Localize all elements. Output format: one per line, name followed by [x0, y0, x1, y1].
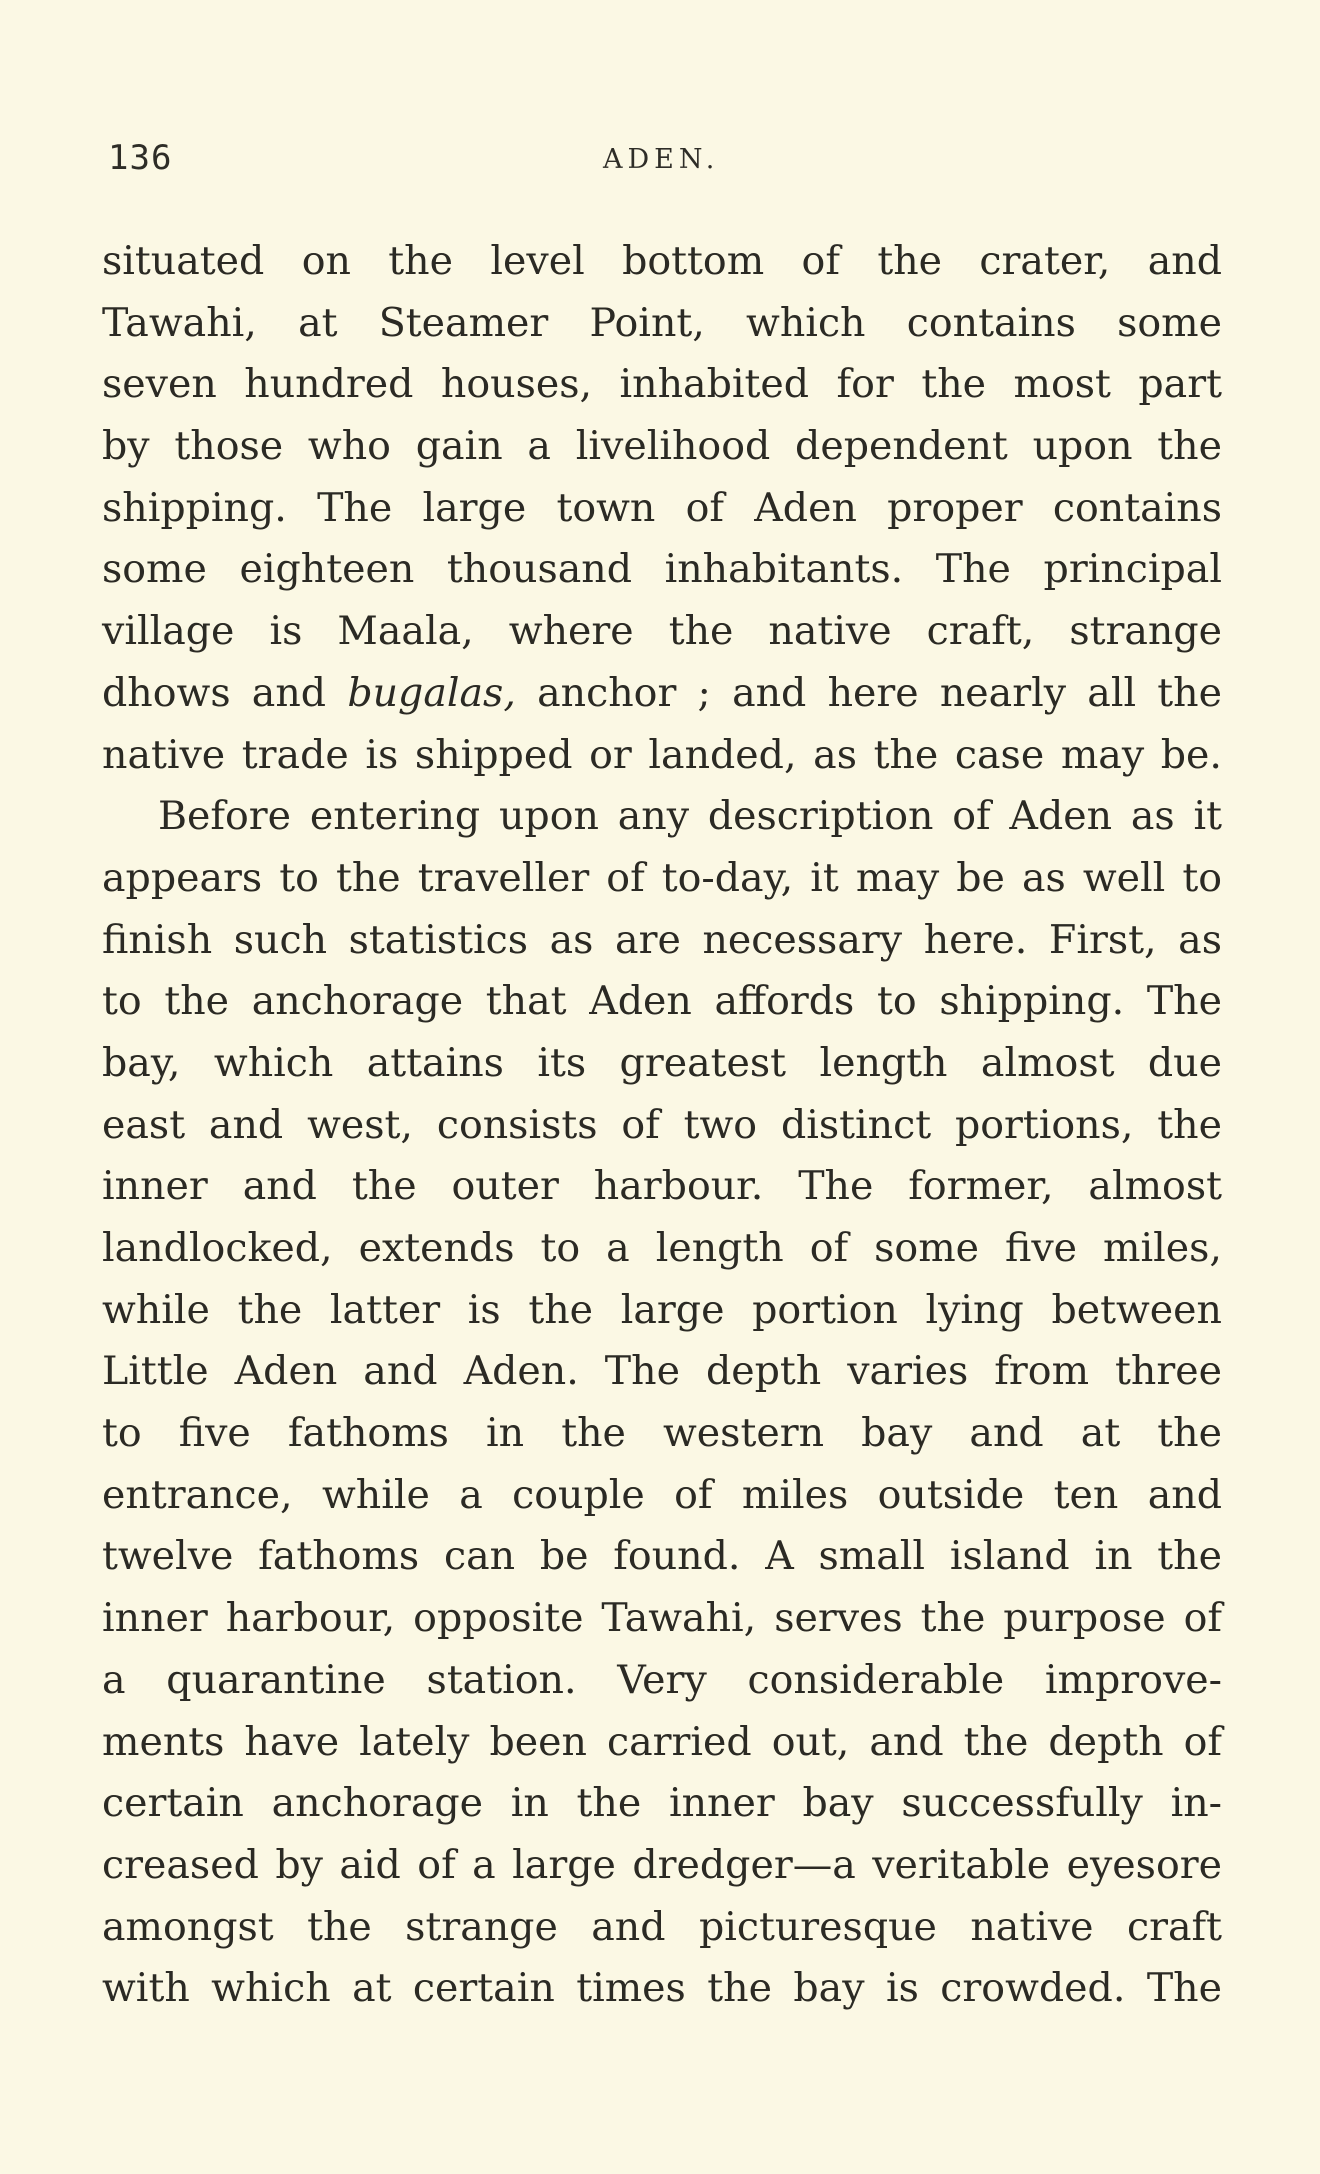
text-line: certain anchorage in the inner bay successfully in- — [102, 1780, 1222, 1827]
text-line: to the anchorage that Aden affords to shipping. The — [102, 978, 1222, 1025]
text-line: Little Aden and Aden. The depth varies from three — [102, 1348, 1222, 1395]
text-segment: dhows and — [102, 669, 348, 716]
text-line: seven hundred houses, inhabited for the most part — [102, 361, 1222, 408]
text-line: ments have lately been carried out, and the depth of — [102, 1718, 1222, 1765]
text-line: a quarantine station. Very considerable improve- — [102, 1656, 1222, 1703]
text-line: village is Maala, where the native craft, strange — [102, 608, 1222, 655]
text-line: shipping. The large town of Aden proper contains — [102, 484, 1222, 531]
italic-term: bugalas, — [347, 669, 516, 716]
text-line: entrance, while a couple of miles outside ten and — [102, 1471, 1222, 1518]
text-line: appears to the traveller of to-day, it may be as well to — [102, 854, 1222, 901]
text-line: while the latter is the large portion lying between — [102, 1286, 1222, 1333]
text-line: landlocked, extends to a length of some five miles, — [102, 1225, 1222, 1271]
text-line: by those who gain a livelihood dependent upon the — [102, 423, 1222, 470]
text-line: some eighteen thousand inhabitants. The principal — [102, 546, 1222, 593]
text-line: bay, which attains its greatest length almost due — [102, 1039, 1222, 1086]
text-line: situated on the level bottom of the crater, and — [102, 238, 1222, 284]
running-head: ADEN. — [603, 144, 720, 175]
text-line: inner and the outer harbour. The former, almost — [102, 1163, 1222, 1210]
text-line: amongst the strange and picturesque native craft — [102, 1903, 1222, 1950]
text-line: twelve fathoms can be found. A small island in the — [102, 1533, 1222, 1580]
text-line: native trade is shipped or landed, as the case may be. — [102, 731, 1222, 778]
body-text — [102, 231, 1222, 2020]
text-line: with which at certain times the bay is crowded. The — [102, 1965, 1222, 2012]
text-line: east and west, consists of two distinct portions, the — [102, 1101, 1222, 1148]
paragraph-start-line: Before entering upon any description of Aden as it — [158, 793, 1222, 840]
text-line: inner harbour, opposite Tawahi, serves the purpose of — [102, 1595, 1222, 1642]
text-line: to five fathoms in the western bay and at the — [102, 1410, 1222, 1457]
text-segment: anchor ; and here nearly all the — [515, 669, 1222, 716]
text-line: finish such statistics as are necessary here. First, as — [102, 916, 1222, 963]
text-line — [102, 663, 1222, 725]
text-line: Tawahi, at Steamer Point, which contains some — [102, 299, 1222, 346]
text-line: creased by aid of a large dredger—a veritable eyesore — [102, 1841, 1222, 1888]
page-number: 136 — [108, 138, 173, 178]
page-header — [108, 138, 1224, 188]
